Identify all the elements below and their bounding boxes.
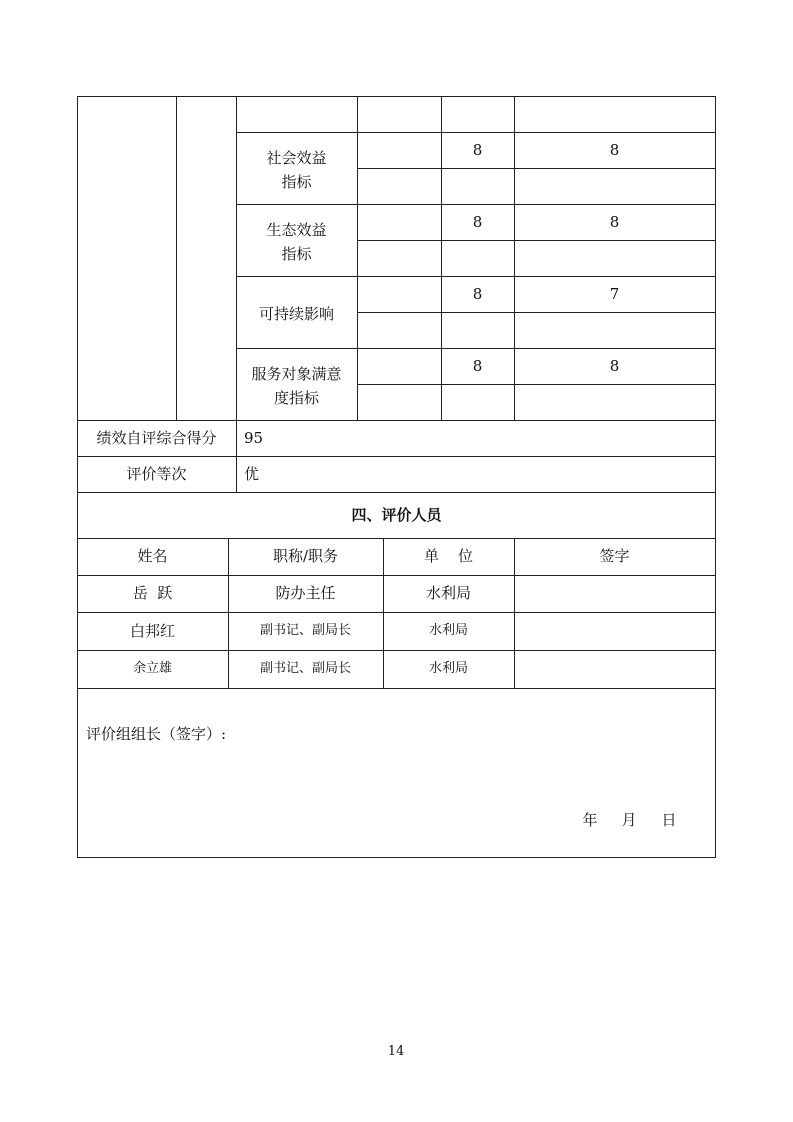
table-border-bottom (77, 857, 716, 858)
col-line (176, 96, 177, 420)
header-sign: 签字 (599, 547, 630, 565)
row-line (236, 204, 716, 205)
indicator-name: 度指标 (273, 389, 319, 407)
date-year: 年 (582, 811, 598, 829)
indicator-name: 指标 (281, 173, 312, 191)
row-line (236, 276, 716, 277)
indicator-weight: 8 (472, 357, 483, 375)
row-line (236, 348, 716, 349)
header-unit: 单 位 (423, 547, 474, 565)
total-score-value: 95 (244, 429, 264, 447)
indicator-name: 生态效益 (266, 221, 327, 239)
indicator-score: 8 (609, 141, 620, 159)
row-line (357, 384, 716, 385)
evaluator-unit: 水利局 (428, 623, 468, 638)
header-name: 姓名 (137, 547, 168, 565)
evaluator-title: 防办主任 (275, 584, 336, 602)
evaluator-name: 白邦红 (129, 622, 175, 640)
indicator-score: 7 (609, 285, 620, 303)
row-line (357, 240, 716, 241)
table-border-right (715, 96, 716, 858)
date-day: 日 (661, 811, 677, 829)
indicator-weight: 8 (472, 285, 483, 303)
row-line (357, 168, 716, 169)
col-line (357, 96, 358, 420)
indicator-name: 指标 (281, 245, 312, 263)
row-line (236, 132, 716, 133)
total-score-label: 绩效自评综合得分 (96, 429, 217, 447)
section-title: 四、评价人员 (351, 506, 442, 524)
indicator-score: 8 (609, 213, 620, 231)
indicator-name: 社会效益 (266, 149, 327, 167)
evaluator-title: 副书记、副局长 (259, 661, 351, 676)
row-line (77, 492, 716, 493)
indicator-score: 8 (609, 357, 620, 375)
evaluator-name: 余立雄 (132, 661, 172, 676)
indicator-name: 可持续影响 (258, 305, 334, 323)
row-line (77, 650, 716, 651)
evaluator-name: 岳 跃 (132, 584, 173, 602)
grade-value: 优 (244, 465, 260, 483)
evaluator-unit: 水利局 (428, 661, 468, 676)
row-line (77, 688, 716, 689)
indicator-weight: 8 (472, 213, 483, 231)
row-line (77, 420, 716, 421)
grade-label: 评价等次 (126, 465, 187, 483)
header-title: 职称/职务 (272, 547, 339, 565)
indicator-name: 服务对象满意 (251, 365, 342, 383)
evaluator-unit: 水利局 (425, 584, 471, 602)
page-number: 14 (387, 1044, 405, 1059)
row-line (77, 575, 716, 576)
evaluator-title: 副书记、副局长 (259, 623, 351, 638)
leader-sign-label: 评价组组长（签字）: (86, 725, 227, 743)
row-line (77, 456, 716, 457)
indicator-weight: 8 (472, 141, 483, 159)
date-month: 月 (621, 811, 637, 829)
row-line (77, 538, 716, 539)
table-border-top (77, 96, 716, 97)
row-line (77, 612, 716, 613)
row-line (357, 312, 716, 313)
